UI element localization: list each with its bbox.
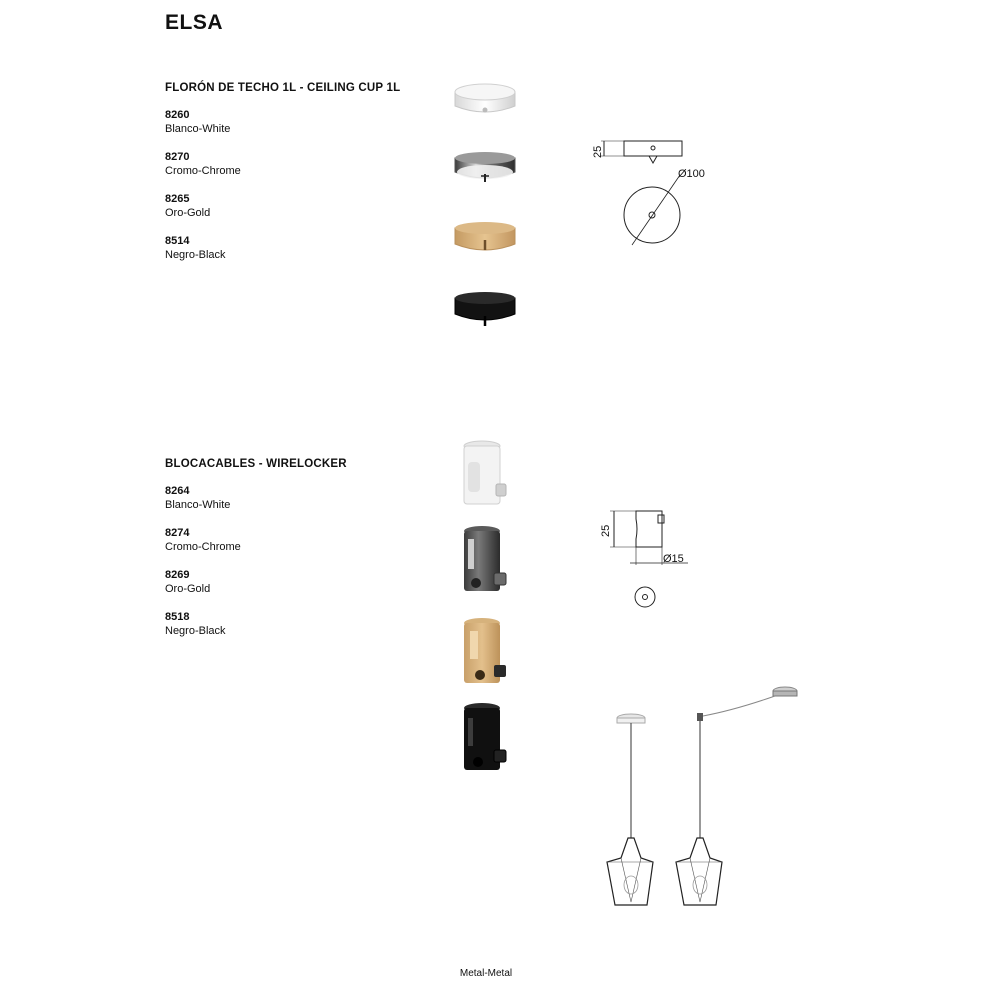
product-code: 8270: [165, 151, 190, 163]
ceiling-cup-chrome-image: [452, 150, 518, 190]
product-code: 8260: [165, 109, 190, 121]
ceiling-cup-technical-drawing: [590, 135, 720, 255]
wirelocker-height-dimension: 25: [600, 524, 612, 537]
wirelocker-diameter-dimension: Ø15: [663, 553, 684, 565]
section-title-wirelocker: BLOCACABLES - WIRELOCKER: [165, 458, 347, 470]
ceiling-cup-height-dimension: 25: [592, 145, 604, 158]
product-color: Blanco-White: [165, 499, 231, 511]
wirelocker-black-image: [458, 702, 512, 772]
ceiling-cup-black-image: [452, 290, 518, 330]
ceiling-cup-gold-image: [452, 218, 518, 258]
product-color: Oro-Gold: [165, 583, 211, 595]
ceiling-cup-diameter-dimension: Ø100: [678, 168, 705, 180]
product-code: 8514: [165, 235, 190, 247]
product-code: 8274: [165, 527, 190, 539]
wirelocker-white-image: [458, 440, 512, 510]
product-color: Cromo-Chrome: [165, 165, 241, 177]
wirelocker-gold-image: [458, 617, 512, 687]
product-code: 8264: [165, 485, 190, 497]
product-color: Negro-Black: [165, 249, 226, 261]
material-footer: Metal-Metal: [459, 968, 513, 979]
wirelocker-chrome-image: [458, 525, 512, 595]
section-title-ceiling-cup: FLORÓN DE TECHO 1L - CEILING CUP 1L: [165, 82, 401, 94]
product-code: 8269: [165, 569, 190, 581]
product-color: Negro-Black: [165, 625, 226, 637]
product-code: 8265: [165, 193, 190, 205]
product-color: Blanco-White: [165, 123, 231, 135]
product-color: Cromo-Chrome: [165, 541, 241, 553]
pendant-installation-illustration: [595, 680, 815, 915]
page-title: ELSA: [165, 11, 224, 34]
ceiling-cup-white-image: [452, 80, 518, 120]
product-color: Oro-Gold: [165, 207, 211, 219]
product-code: 8518: [165, 611, 190, 623]
